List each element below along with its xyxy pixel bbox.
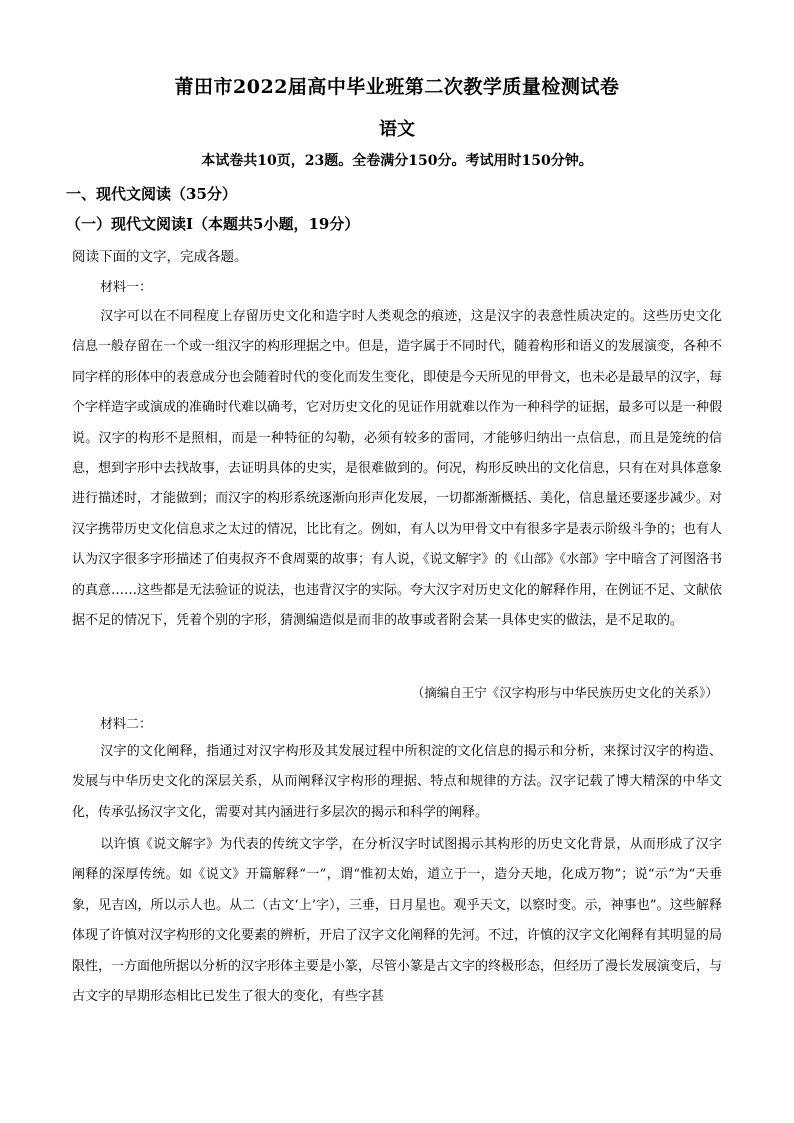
exam-info: 本试卷共10页，23题。全卷满分150分。考试用时150分钟。 xyxy=(201,153,593,169)
material1-text: 汉字可以在不同程度上存留历史文化和造字时人类观念的痕迹，这是汉字的表意性质决定的。这些历史文化信息一般存留在一个或一组汉字的构形理据之中。但是，造字属于不同时代，随着构形和语义的发展演变，各种不同字样的形体中的表意成分也会随着时代的变化而发生变化，即使是今天所见的甲骨文，也未必是最早的汉字，每个字样造字或演成的准确时代难以确考，它对历史文化的见证作用就难以作为一种科学的证据，最多可以是一种假说。汉字的构形不是照相，而是一种特征的勾勒，必须有较多的雷同，才能够归纳出一点信息，而且是笼统的信息，想到字形中去找故事，去证明具体的史实，是很难做到的。何况，构形反映出的文化信息，只有在对具体意象进行描述时，才能做到；而汉字的构形系统逐渐向形声化发展，一切都渐渐概括、美化，信息量还要逐步减少。对汉字携带历史文化信息求之太过的情况，比比有之。例如，有人以为甲骨文中有很多字是表示阶级斗争的；也有人认为汉字很多字形描述了伯夷叔齐不食周粟的故事；有人说，《说文解字》的《山部》《水部》字中暗含了河图洛书的真意……这些都是无法验证的说法，也违背汉字的实际。夸大汉字对历史文化的解释作用，在例证不足、文献依据不足的情况下，凭着个别的字形，猜测编造似是而非的故事或者附会某一具体史实的做法，是不足取的。 xyxy=(72,309,723,629)
reading-instruction: 阅读下面的文字，完成各题。 xyxy=(72,249,248,265)
material1-paragraph xyxy=(72,302,722,636)
material1-label: 材料一： xyxy=(100,280,153,295)
exam-title: 莆田市2022届高中毕业班第二次教学质量检测试卷 xyxy=(174,76,620,98)
material2-text-1: 汉字的文化阐释，指通过对汉字构形及其发展过程中所积淀的文化信息的揭示和分析，来探讨汉字的构造、发展与中华历史文化的深层关系，从而阐释汉字构形的理据、特点和规律的方法。汉字记载了博大精深的中华文化，传承弘扬汉字文化，需要对其内涵进行多层次的揭示和科学的阐释。 xyxy=(72,744,722,820)
material2-paragraph-1 xyxy=(72,737,722,828)
material2-text-2: 以许慎《说文解字》为代表的传统文字学，在分析汉字时试图揭示其构形的历史文化背景，从而形成了汉字阐释的深厚传统。如《说文》开篇解释“一”，谓“惟初太始，道立于一，造分天地，化成万物”；说“示”为“天垂象，见吉凶，所以示人也。从二（古文‘上’字），三垂，日月星也。观乎天文，以察时变。示，神事也”。这些解释体现了许慎对汉字构形的文化要素的辨析，开启了汉字文化阐释的先河。不过，许慎的汉字文化阐释有其明显的局限性，一方面他所据以分析的汉字形体主要是小篆，尽管小篆是古文字的终极形态，但经历了漫长发展演变后，与古文字的早期形态相比已发生了很大的变化，有些字甚 xyxy=(72,837,723,1005)
material2-label: 材料二： xyxy=(100,717,153,732)
subject-heading: 语文 xyxy=(379,119,415,140)
section-heading: 一、现代文阅读（35分） xyxy=(66,185,237,203)
material2-paragraph-2 xyxy=(72,830,722,1012)
subsection-heading: （一）现代文阅读Ⅰ（本题共5小题，19分） xyxy=(66,215,360,233)
material1-source: （摘编自王宁《汉字构形与中华民族历史文化的关系》） xyxy=(411,685,718,700)
